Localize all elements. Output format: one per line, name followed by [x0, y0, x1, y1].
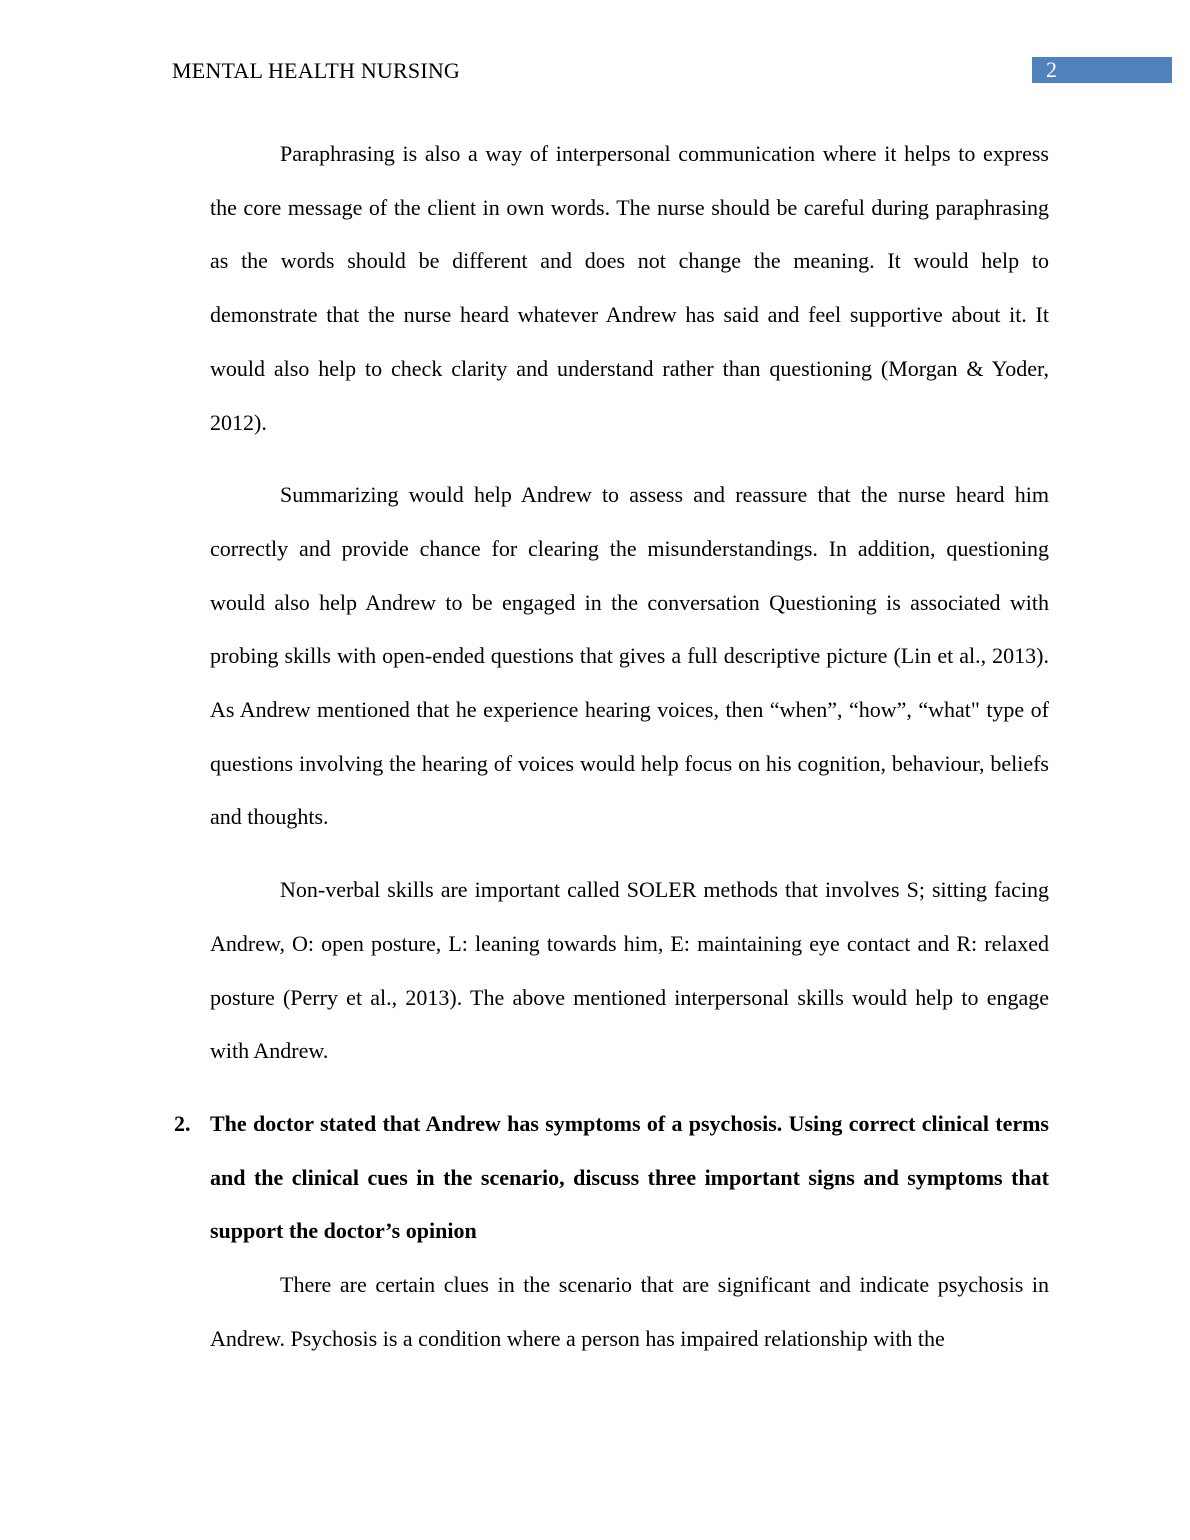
question-text: The doctor stated that Andrew has symptoms of a psychosis. Using correct clinical terms and the clinical cues in the scenario, discuss three important signs and symptoms that support the doctor’s opinion [210, 1110, 1049, 1244]
paragraph-paraphrasing: Paraphrasing is also a way of interpersonal communication where it helps to express the core message of the client in own words. The nurse should be careful during paraphrasing as the words should be different and does not change the meaning. It would help to demonstrate that the nurse heard whatever Andrew has said and feel supportive about it. It would also help to check clarity and understand rather than questioning (Morgan & Yoder, 2012). [210, 141, 1049, 435]
document-body [174, 127, 1049, 1365]
paragraph-non-verbal-skills: Non-verbal skills are important called SOLER methods that involves S; sitting facing Andrew, O: open posture, L: leaning towards him, E: maintaining eye contact and R: relaxed posture (Perry et al., 2013). The above mentioned interpersonal skills would help to engage with Andrew. [210, 877, 1049, 1064]
paragraph-psychosis-clues: There are certain clues in the scenario that are significant and indicate psychosis in Andrew. Psychosis is a condition where a person has impaired relationship with the [210, 1272, 1049, 1351]
header-title: MENTAL HEALTH NURSING [172, 58, 461, 83]
page-number-box [1032, 57, 1172, 83]
paragraph-summarizing: Summarizing would help Andrew to assess and reassure that the nurse heard him correctly and provide chance for clearing the misunderstandings. In addition, questioning would also help Andrew to be engaged in the conversation Questioning is associated with probing skills with open-ended questions that gives a full descriptive picture (Lin et al., 2013). As Andrew mentioned that he experience hearing voices, then “when”, “how”, “what" type of questions involving the hearing of voices would help focus on his cognition, behaviour, beliefs and thoughts. [210, 482, 1049, 830]
page-number: 2 [1046, 57, 1057, 82]
question-2 [174, 1097, 1049, 1258]
question-number: 2. [174, 1110, 191, 1136]
